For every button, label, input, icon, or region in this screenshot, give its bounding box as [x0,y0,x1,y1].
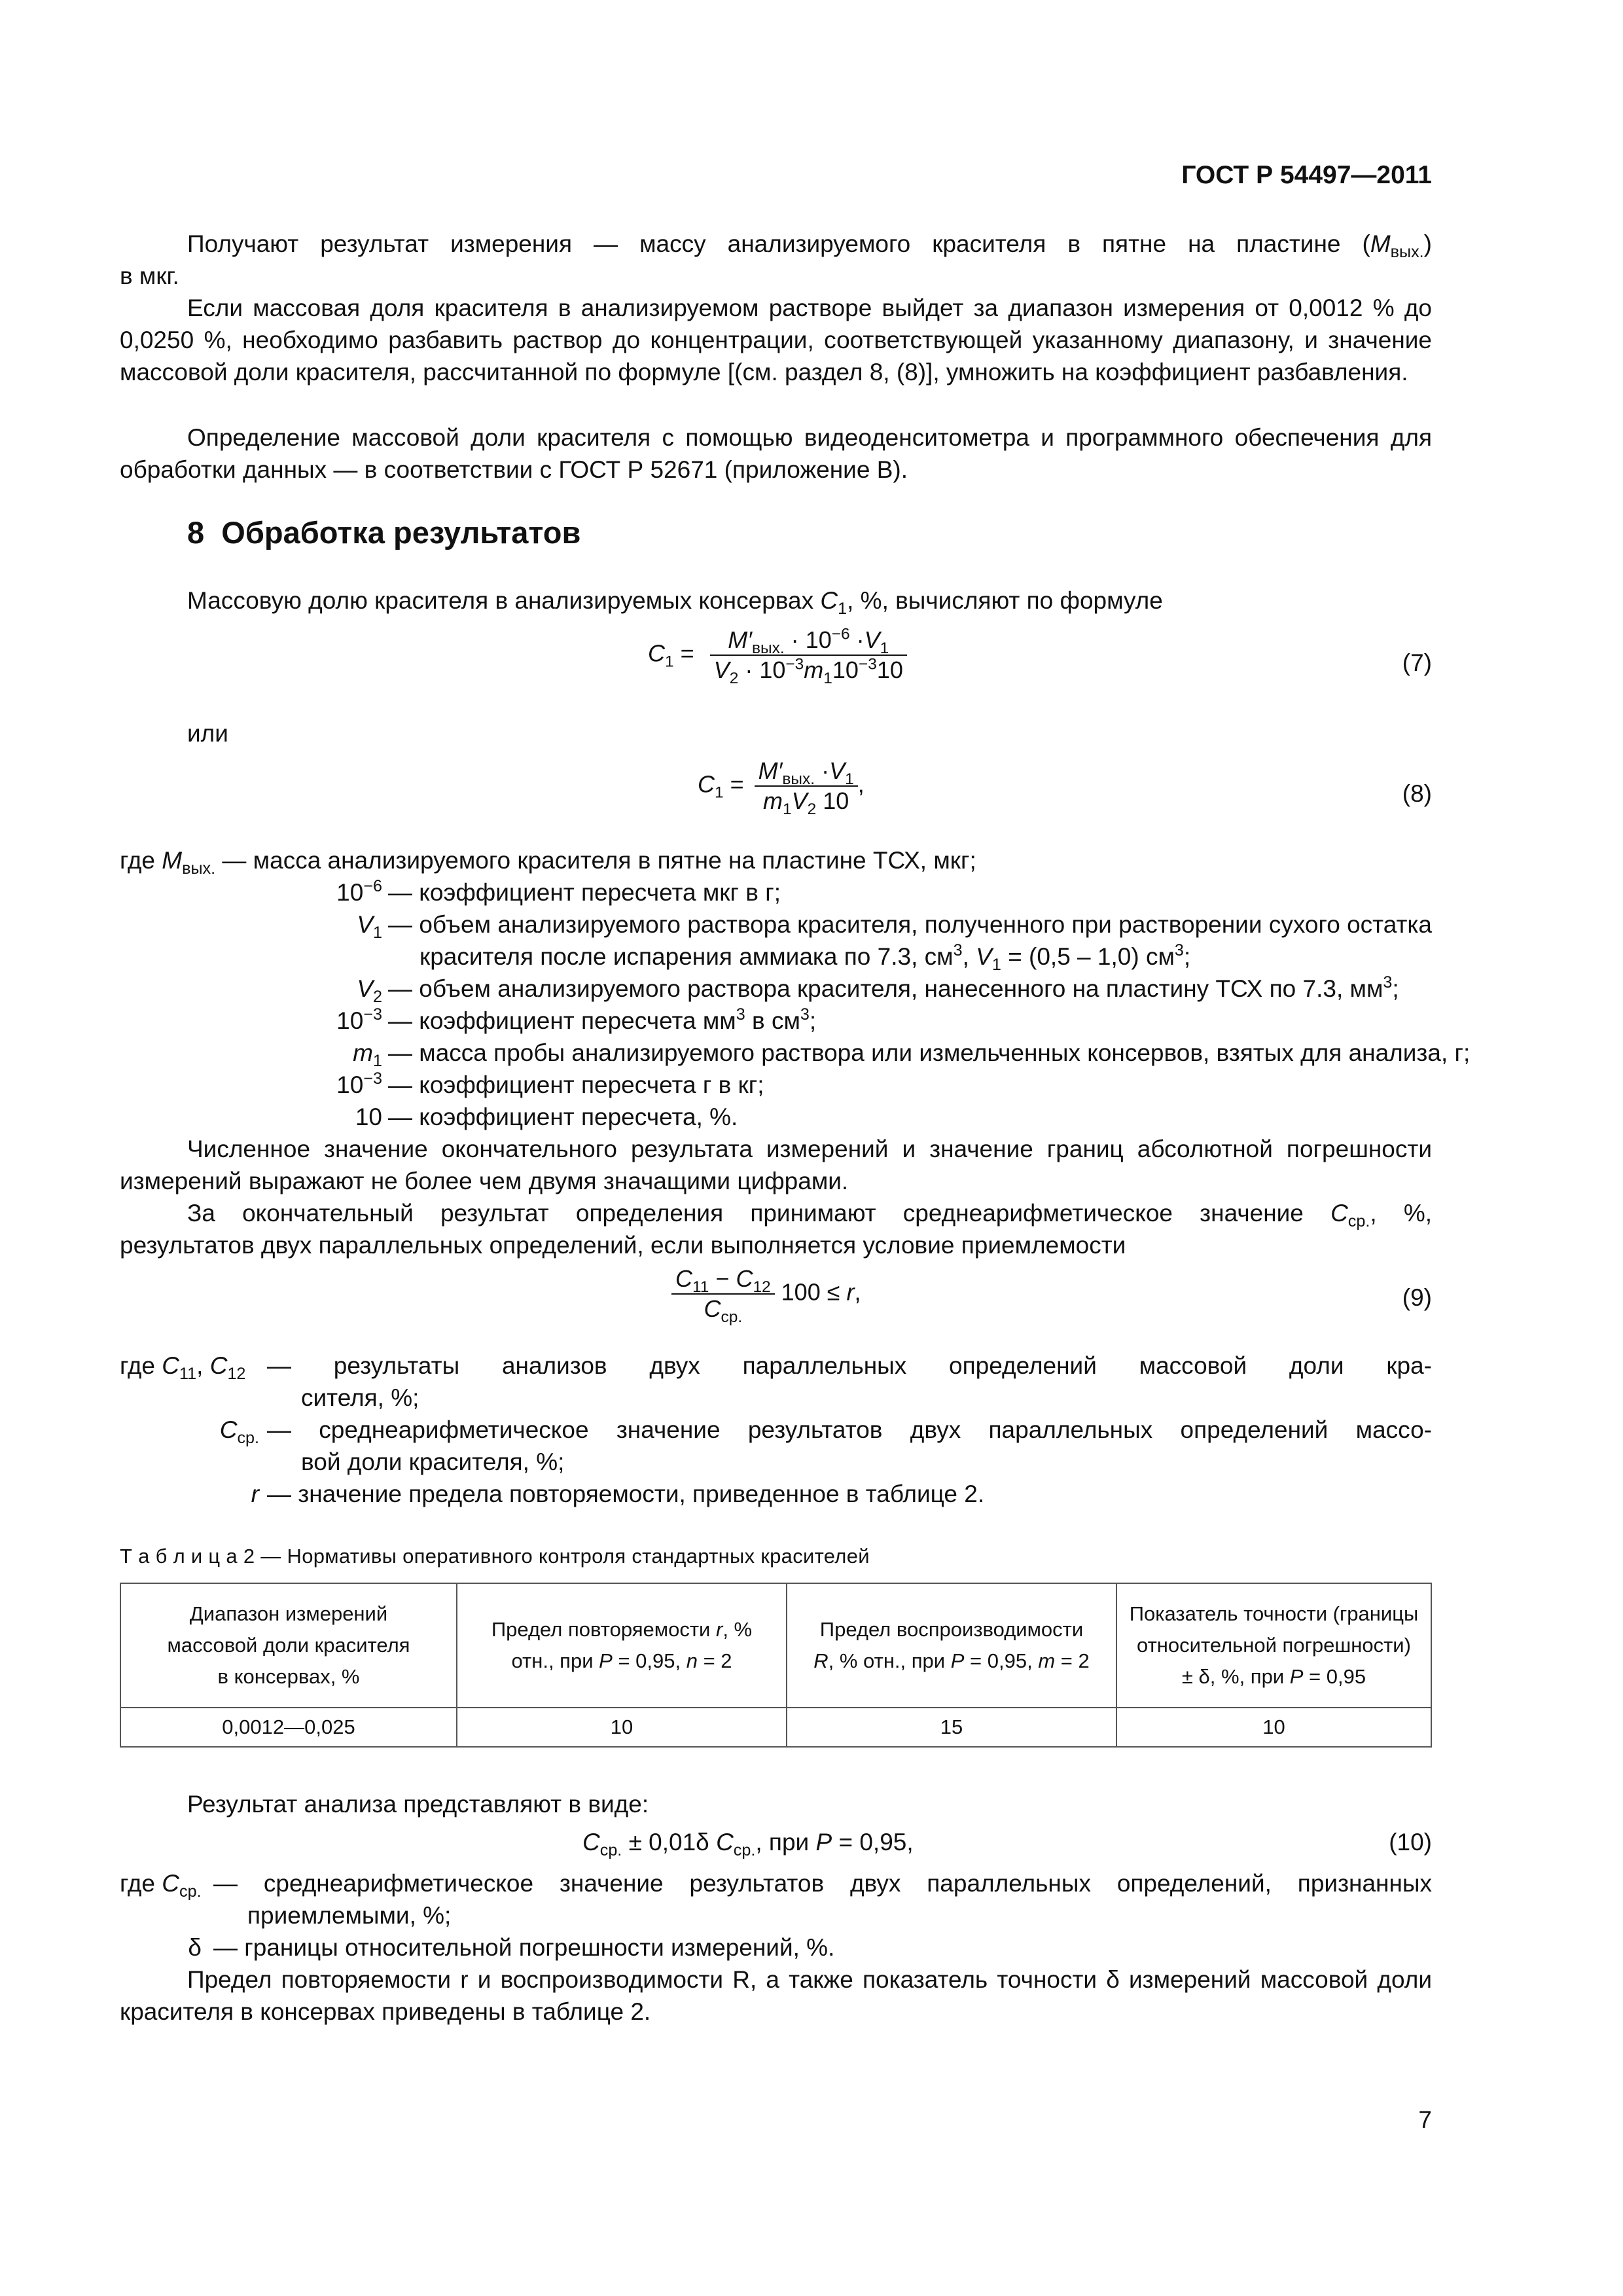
paragraph-table-reference: Предел повторяемости r и воспроизводимости R, а также показатель точности δ измерений массовой доли красителя в консервах приведены в таблице 2. [120,1966,1432,2025]
result-intro: Результат анализа представляют в виде: [187,1791,649,1818]
paragraph-significant-digits: Численное значение окончательного результата измерений и значение границ абсолютной погрешности измерений выражают не более чем двумя значащими цифрами. [120,1136,1432,1194]
paragraph-result: Получают результат измерения — массу анализируемого красителя в пятне на пластине $(M_{вых.})$ в мкг. [120,230,1432,289]
formula-8: $C_1$ = $\frac{M'_{вых.} \cdot V_1}{m_1V_2 10}$ , [698,757,865,818]
equation-number-8: (8) [1402,780,1432,807]
cell-accuracy: 10 [1116,1708,1431,1747]
or-label: или [187,720,228,747]
table-caption: Т а б л и ц а 2 — Нормативы оперативного контроля стандартных красителей [120,1545,870,1568]
cell-reproducibility: 15 [787,1708,1116,1747]
header-range: Диапазон измерений массовой доли красителя в консервах, % [120,1583,457,1708]
paragraph-densitometer: Определение массовой доли красителя с помощью видеоденситометра и программного обеспечения для обработки данных — в соответствии с ГОСТ Р 52671 (приложение В). [120,424,1432,483]
section-intro: Массовую долю красителя в анализируемых консервах $C_1$, %, вычисляют по формуле [187,587,1163,619]
formula-7: $C_1$ = $\frac{M'_{вых.} \cdot 10^{-6} \cdot V_1}{V_2 \cdot 10^{-3}m_110^{-3}10}$ [648,626,907,685]
formula-10: $C_{ср.} \pm 0,01\delta$ $C_{ср.}$, при P = 0,95, [582,1829,914,1860]
document-number: ГОСТ Р 54497—2011 [1181,161,1432,189]
page-number: 7 [1418,2106,1432,2133]
header-repeatability: Предел повторяемости r, % отн., при P = 0,95, n = 2 [457,1583,787,1708]
paragraph-dilution: Если массовая доля красителя в анализируемом растворе выйдет за диапазон измерения от 0,0012 % до 0,0250 %, необходимо разбавить раствор до концентрации, соответствующей указанному диапазону, и значение массовой доли красителя, рассчитанной по формуле [(см. раздел 8, (8)], умножить на коэффициент разбавления. [120,295,1432,386]
formula-9: $\frac{C_{11} - C_{12}}{C_{ср.}}$ 100 ≤ r, [671,1265,861,1323]
equation-number-7: (7) [1402,649,1432,676]
table-header-row [120,1583,1431,1708]
equation-number-9: (9) [1402,1284,1432,1311]
table-2 [120,1583,1432,1748]
cell-repeatability: 10 [457,1708,787,1747]
header-accuracy: Показатель точности (границы относительной погрешности) ± δ, %, при P = 0,95 [1116,1583,1431,1708]
table-row [120,1708,1431,1747]
section-heading: 8 Обработка результатов [187,515,581,550]
paragraph-final-result: За окончательный результат определения принимают среднеарифметическое значение $C_{ср.}$, %, результатов двух параллельных определений, если выполняется условие приемлемости [120,1200,1432,1259]
equation-number-10: (10) [1389,1829,1432,1856]
header-reproducibility: Предел воспроизводимости R, % отн., при P = 0,95, m = 2 [787,1583,1116,1708]
cell-range: 0,0012—0,025 [120,1708,457,1747]
where-item-m-out: где $M_{вых.}$ — масса анализируемого красителя в пятне на пластине ТСХ, мкг; [120,847,976,878]
